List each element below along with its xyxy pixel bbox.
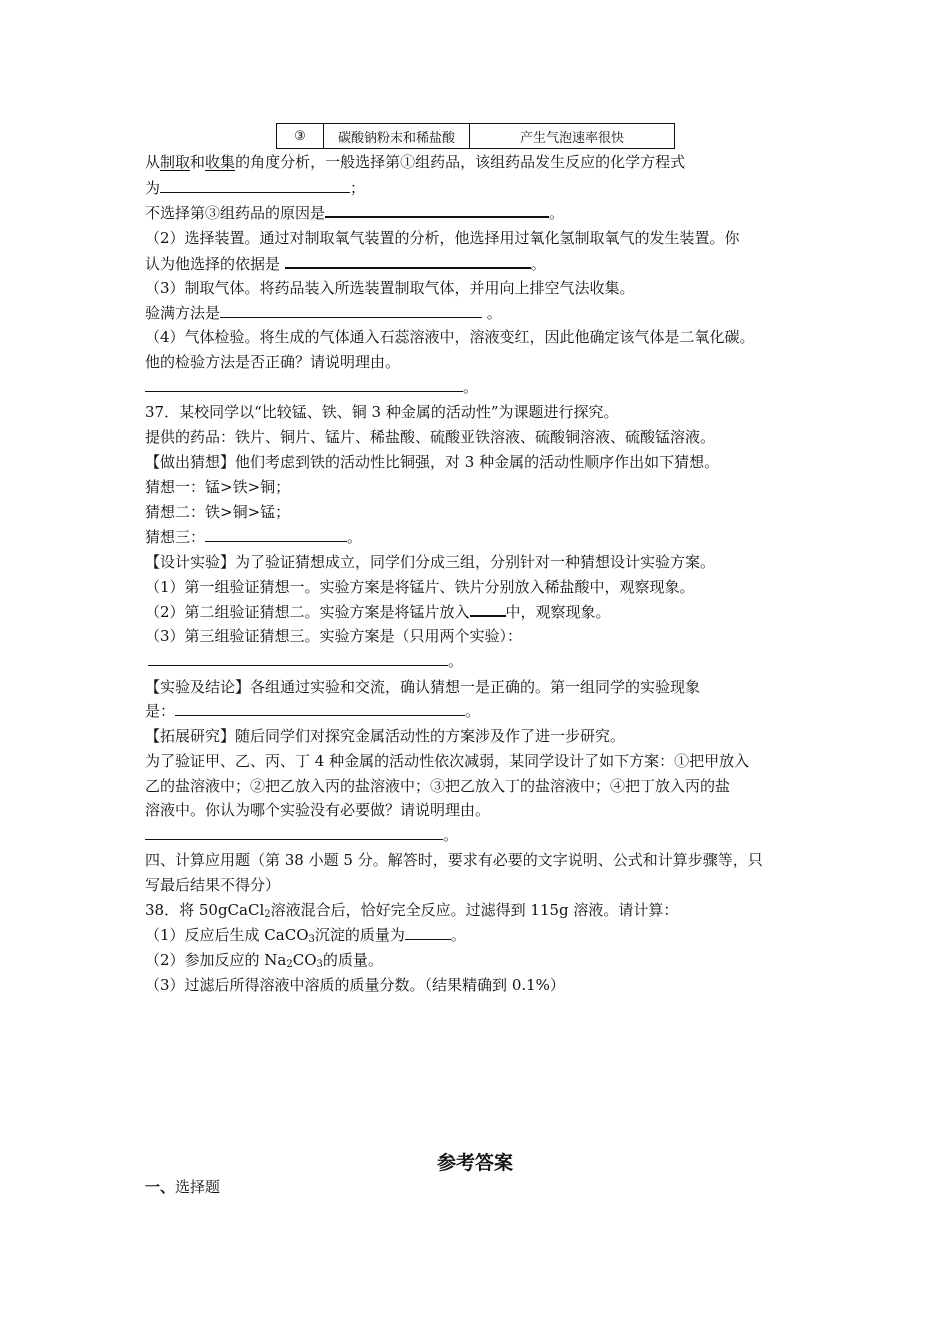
answer-blank[interactable] (285, 253, 531, 269)
answer-blank[interactable] (220, 303, 482, 318)
q37-line-16: 乙的盐溶液中；②把乙放入丙的盐溶液中；③把乙放入丁的盐溶液中；④把丁放入丙的盐 (145, 777, 731, 795)
q38-line-3: （2）参加反应的 $Na_2CO_3$的质量。 (145, 951, 383, 970)
q38-line-1: 38．将 50gCaCl$_2$溶液混合后，恰好完全反应。过滤得到 115g 溶液。请计算： (145, 901, 679, 920)
q36-line-4: （2）选择装置。通过对制取氧气装置的分析，他选择用过氧化氢制取氧气的发生装置。你 (145, 229, 740, 247)
answer-blank[interactable] (405, 925, 451, 940)
q37-line-5: 猜想二：铁>铜>锰； (145, 503, 291, 521)
table-cell-phenomenon: 产生气泡速率很快 (470, 124, 675, 149)
q37-line-15: 为了验证甲、乙、丙、丁 4 种金属的活动性依次减弱，某同学设计了如下方案：①把甲放入 (145, 752, 750, 770)
q37-line-18: 。 (145, 825, 458, 845)
answer-blank[interactable] (145, 825, 443, 840)
q37-line-12: 【实验及结论】各组通过实验和交流，确认猜想一是正确的。第一组同学的实验现象 (145, 678, 701, 696)
q36-line-7: 验满方法是 。 (145, 304, 502, 322)
q37-line-8: （1）第一组验证猜想一。实验方案是将锰片、铁片分别放入稀盐酸中，观察现象。 (145, 578, 695, 596)
q37-line-7: 【设计实验】为了验证猜想成立，同学们分成三组，分别针对一种猜想设计实验方案。 (145, 553, 716, 571)
q36-line-5: 认为他选择的依据是 。 (145, 255, 546, 273)
q37-line-13: 是： 。 (145, 702, 481, 720)
q36-line-1: 从制取和收集的角度分析，一般选择第①组药品，该组药品发生反应的化学方程式 (145, 153, 686, 171)
reagent-table (276, 123, 675, 149)
table-cell-number: ③ (277, 124, 324, 149)
q36-line-6: （3）制取气体。将药品装入所选装置制取气体，并用向上排空气法收集。 (145, 279, 635, 297)
q36-line-3: 不选择第③组药品的原因是 。 (145, 204, 565, 222)
q36-line-8: （4）气体检验。将生成的气体通入石蕊溶液中，溶液变红，因此他确定该气体是二氧化碳。 (145, 328, 755, 346)
table-row (277, 124, 675, 149)
answer-blank[interactable] (145, 377, 463, 392)
q37-line-4: 猜想一：锰>铁>铜； (145, 478, 291, 496)
q38-line-2: （1）反应后生成 CaCO$_3$沉淀的质量为 。 (145, 926, 466, 945)
q37-line-10: （3）第三组验证猜想三。实验方案是（只用两个实验）： (145, 627, 523, 645)
answer-blank[interactable] (175, 701, 465, 716)
q37-line-6: 猜想三： 。 (145, 528, 363, 546)
part4-line-2: 写最后结果不得分） (145, 876, 281, 894)
part4-line-1: 四、计算应用题（第 38 小题 5 分。解答时，要求有必要的文字说明、公式和计算步骤等，只 (145, 851, 763, 869)
table-cell-reagents: 碳酸钠粉末和稀盐酸 (324, 124, 470, 149)
q37-line-17: 溶液中。你认为哪个实验没有必要做？请说明理由。 (145, 801, 491, 819)
q37-line-2: 提供的药品：铁片、铜片、锰片、稀盐酸、硫酸亚铁溶液、硫酸铜溶液、硫酸锰溶液。 (145, 428, 716, 446)
q36-line-2: 为 ； (145, 179, 366, 197)
answer-blank[interactable] (205, 527, 347, 542)
answers-section-heading: 一、选择题 (145, 1178, 221, 1196)
q37-line-11: 。 (148, 651, 463, 671)
q37-line-14: 【拓展研究】随后同学们对探究金属活动性的方案涉及作了进一步研究。 (145, 727, 626, 745)
q37-line-1: 37．某校同学以“比较锰、铁、铜 3 种金属的活动性”为课题进行探究。 (145, 403, 619, 421)
q36-line-10: 。 (145, 377, 478, 397)
answer-blank[interactable] (470, 601, 506, 617)
q37-line-3: 【做出猜想】他们考虑到铁的活动性比铜强，对 3 种金属的活动性顺序作出如下猜想。 (145, 453, 720, 471)
answer-blank[interactable] (160, 178, 350, 193)
answers-title: 参考答案 (436, 1152, 513, 1174)
answer-blank[interactable] (325, 202, 549, 218)
q37-line-9: （2）第二组验证猜想二。实验方案是将锰片放入 中，观察现象。 (145, 603, 611, 621)
q36-line-9: 他的检验方法是否正确？请说明理由。 (145, 353, 401, 371)
answer-blank[interactable] (148, 651, 448, 666)
q38-line-4: （3）过滤后所得溶液中溶质的质量分数。（结果精确到 0.1%） (145, 976, 565, 994)
